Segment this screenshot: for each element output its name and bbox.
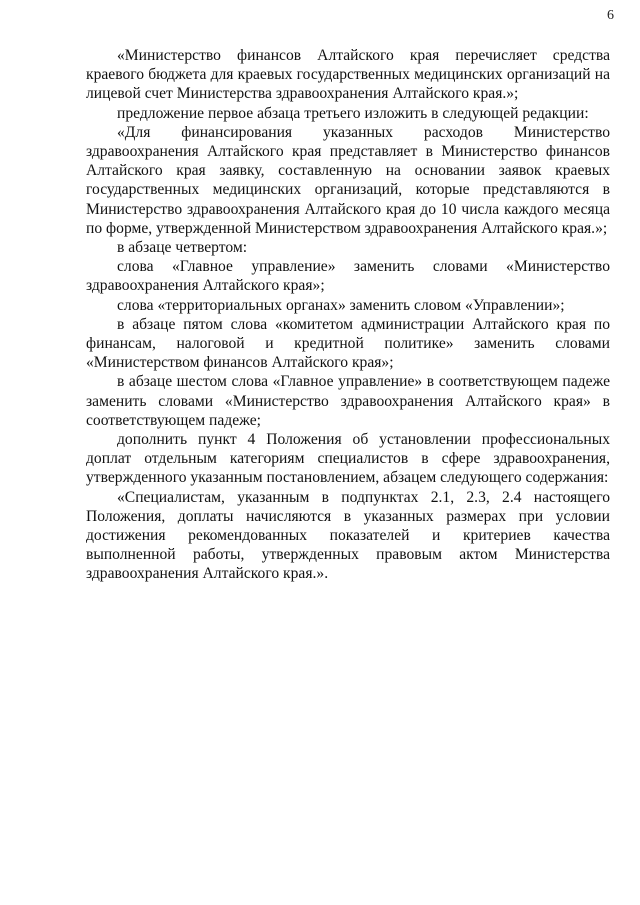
paragraph-10: «Специалистам, указанным в подпунктах 2.1, 2.3, 2.4 настоящего Положения, доплаты начисляются в указанных размерах при условии достижения рекомендованных показателей и критериев качества выполненной работы, утвержденных правовым актом Министерства здравоохранения Алтайского края.». <box>86 488 610 583</box>
paragraph-7: в абзаце пятом слова «комитетом администрации Алтайского края по финансам, налоговой и кредитной политике» заменить словами «Министерством финансов Алтайского края»; <box>86 315 610 372</box>
paragraph-2: предложение первое абзаца третьего изложить в следующей редакции: <box>117 104 589 122</box>
page-number: 6 <box>607 8 614 23</box>
paragraph-3: «Для финансирования указанных расходов Министерство здравоохранения Алтайского края представляет в Министерство финансов Алтайского края заявку, составленную на основании заявок краевых государственных медицинских организаций, которые представляются в Министерство здравоохранения Алтайского края до 10 числа каждого месяца по форме, утвержденной Министерством здравоохранения Алтайского края.»; <box>86 123 610 237</box>
paragraph-5: слова «Главное управление» заменить словами «Министерство здравоохранения Алтайского края»; <box>86 258 610 295</box>
paragraph-1: «Министерство финансов Алтайского края перечисляет средства краевого бюджета для краевых государственных медицинских организаций на лицевой счет Министерства здравоохранения Алтайского края.»; <box>86 47 610 103</box>
paragraph-8: в абзаце шестом слова «Главное управление» в соответствующем падеже заменить словами «Министерство здравоохранения Алтайского края» в соответствующем падеже; <box>86 373 610 429</box>
paragraph-6: слова «территориальных органах» заменить словом «Управлении»; <box>117 296 565 314</box>
paragraph-4: в абзаце четвертом: <box>117 239 248 257</box>
document-body <box>86 46 610 584</box>
paragraph-9: дополнить пункт 4 Положения об установлении профессиональных доплат отдельным категориям специалистов в сфере здравоохранения, утвержденного указанным постановлением, абзацем следующего содержания: <box>86 431 610 487</box>
